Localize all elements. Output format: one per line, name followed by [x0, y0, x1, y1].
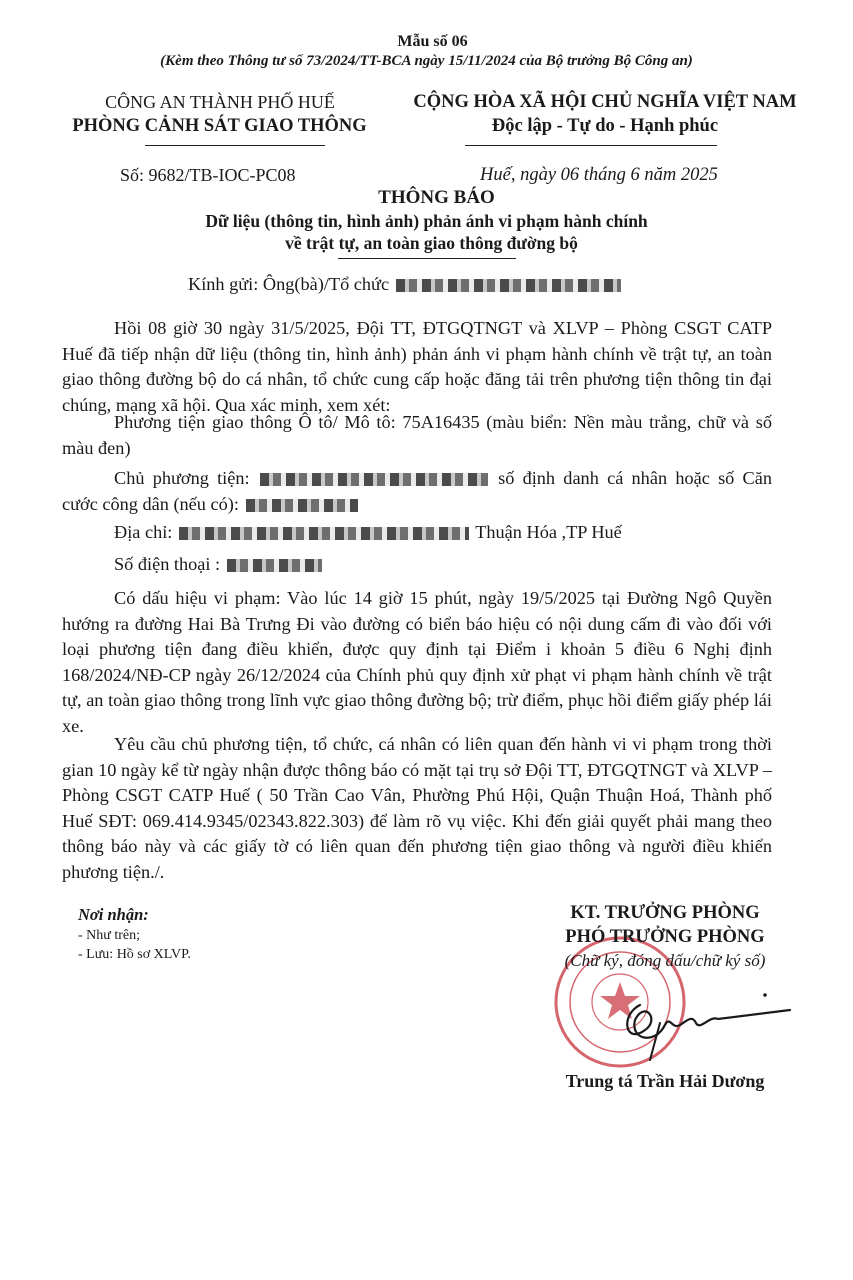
phone-label: Số điện thoại : [114, 554, 221, 574]
sign-note: (Chữ ký, đóng dấu/chữ ký số) [564, 951, 766, 970]
agency-name: PHÒNG CẢNH SÁT GIAO THÔNG [72, 116, 367, 136]
document-title: THÔNG BÁO [378, 187, 495, 208]
sign-authority-2: PHÓ TRƯỞNG PHÒNG [565, 927, 765, 947]
recipient-item-1: - Như trên; [78, 928, 141, 943]
violation-paragraph [62, 586, 772, 740]
agency-parent: CÔNG AN THÀNH PHỐ HUẾ [105, 92, 335, 112]
national-title: CỘNG HÒA XÃ HỘI CHỦ NGHĨA VIỆT NAM [413, 92, 797, 112]
owner-paragraph [62, 466, 772, 517]
intro-paragraph [62, 316, 772, 418]
address-tail: Thuận Hóa ,TP Huế [475, 522, 622, 542]
owner-id-label: số định danh cá nhân hoặc số Căn cước công dân (nếu có): [62, 468, 773, 514]
redacted-address [179, 527, 469, 540]
redacted-recipient [396, 279, 621, 292]
phone-line [114, 554, 324, 575]
document-subtitle-2: về trật tự, an toàn giao thông đường bộ [285, 233, 578, 253]
request-text: Yêu cầu chủ phương tiện, tổ chức, cá nhân có liên quan đến hành vi vi phạm trong thời gian 10 ngày kể từ ngày nhận được thông báo có mặt tại trụ sở Đội TT, ĐTGQTNGT và XLVP – Phòng CSGT CATP Huế ( 50 Trần Cao Vân, Phường Phú Hội, Quận Thuận Hoá, Thành phố Huế SĐT: 069.414.9345/02343.822.303) để làm rõ vụ việc. Khi đến giải quyết phải mang theo thông báo này và các giấy tờ có liên quan đến phương tiện giao thông và người điều khiển phương tiện./. [62, 734, 772, 882]
redacted-phone [227, 559, 322, 572]
vehicle-text: Phương tiện giao thông Ô tô/ Mô tô: 75A16435 (màu biển: Nền màu trắng, chữ và số màu đen) [62, 412, 772, 458]
motto-underline [465, 145, 717, 146]
owner-line [62, 466, 772, 517]
document-number: Số: 9682/TB-IOC-PC08 [120, 165, 296, 185]
national-motto: Độc lập - Tự do - Hạnh phúc [491, 116, 719, 136]
address-line [114, 522, 622, 543]
request-paragraph [62, 732, 772, 886]
recipient-item-2: - Lưu: Hồ sơ XLVP. [78, 947, 191, 962]
redacted-owner-name [260, 473, 488, 486]
owner-label: Chủ phương tiện: [114, 468, 250, 488]
signature-icon [600, 985, 805, 1065]
form-attachment-note: (Kèm theo Thông tư số 73/2024/TT-BCA ngày 15/11/2024 của Bộ trưởng Bộ Công an) [160, 53, 693, 69]
redacted-owner-id [246, 499, 358, 512]
vehicle-paragraph [62, 410, 772, 461]
form-number: Mẫu số 06 [397, 33, 468, 50]
recipients-title: Nơi nhận: [78, 905, 149, 924]
violation-text: Có dấu hiệu vi phạm: Vào lúc 14 giờ 15 phút, ngày 19/5/2025 tại Đường Ngô Quyền hướng ra đường Hai Bà Trưng Đi vào đường có biển báo hiệu có nội dung cấm đi vào đối với loại phương tiện đang điều khiển, được quy định tại Điểm i khoản 5 điều 6 Nghị định 168/2024/NĐ-CP ngày 26/12/2024 của Chính phủ quy định xử phạt vi phạm hành chính về trật tự, an toàn giao thông trong lĩnh vực giao thông đường bộ; trừ điểm, phục hồi điểm giấy phép lái xe. [62, 588, 772, 736]
recipient-label: Kính gửi: Ông(bà)/Tổ chức [188, 274, 390, 294]
intro-text: Hồi 08 giờ 30 ngày 31/5/2025, Đội TT, ĐTGQTNGT và XLVP – Phòng CSGT CATP Huế đã tiếp nhận dữ liệu (thông tin, hình ảnh) phản ánh vi phạm hành chính về trật tự, an toàn giao thông đường bộ do cá nhân, tổ chức cung cấp hoặc đăng tải trên phương tiện thông tin đại chúng, mạng xã hội. Qua xác minh, xem xét: [62, 318, 772, 415]
title-underline [338, 258, 516, 259]
address-label: Địa chỉ: [114, 522, 173, 542]
place-date: Huế, ngày 06 tháng 6 năm 2025 [480, 165, 718, 185]
sign-authority-1: KT. TRƯỞNG PHÒNG [570, 903, 760, 923]
recipient-line [188, 274, 623, 295]
document-subtitle-1: Dữ liệu (thông tin, hình ảnh) phản ánh vi phạm hành chính [205, 211, 648, 231]
signer-name: Trung tá Trần Hải Dương [565, 1071, 765, 1091]
agency-underline [145, 145, 325, 146]
